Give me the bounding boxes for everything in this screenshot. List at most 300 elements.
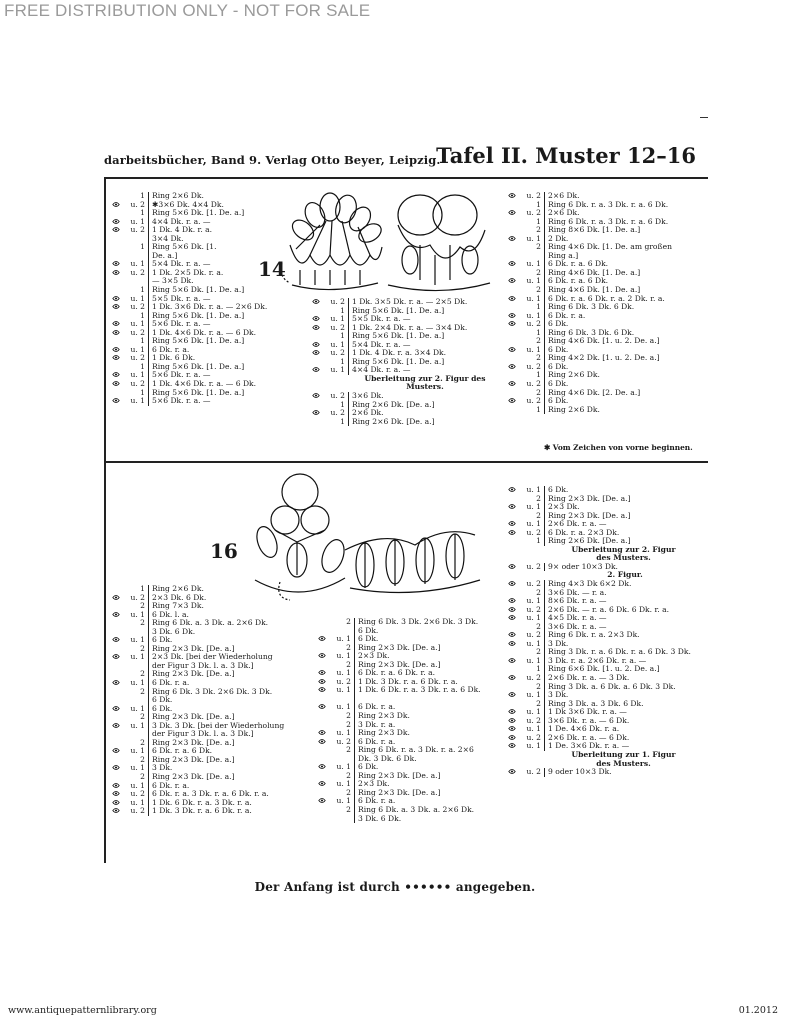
instruction-line: [312, 375, 502, 384]
shuttle-number: u. 1: [330, 314, 345, 324]
shuttle-number: 1: [340, 356, 345, 366]
shuttle-icon: [508, 312, 516, 319]
shuttle-number: 2: [536, 621, 541, 631]
shuttle-icon: [318, 763, 326, 770]
instruction-text: Ring 2×3 Dk. [De. a.]: [354, 644, 508, 653]
shuttle-icon: [508, 614, 516, 621]
instruction-text: 1 Dk. 4×6 Dk. r. a. — 6 Dk.: [148, 380, 302, 389]
instruction-text: 3×6 Dk. r. a. — 6 Dk.: [544, 717, 703, 726]
shuttle-number: u. 2: [130, 592, 145, 602]
instruction-text: 2×6 Dk.: [544, 209, 703, 218]
shuttle-number: 2: [346, 745, 351, 755]
shuttle-icon: [508, 397, 516, 404]
shuttle-icon: [112, 269, 120, 276]
shuttle-icon: [508, 486, 516, 493]
shuttle-icon: [508, 691, 516, 698]
instruction-text: 1 De. 3×6 Dk. r. a. —: [544, 742, 703, 751]
instruction-text: 4×4 Dk. r. a. —: [348, 366, 502, 375]
shuttle-number: 2: [346, 711, 351, 721]
instruction-text: Ring 2×6 Dk.: [544, 406, 703, 415]
instruction-text: 6 Dk.: [354, 763, 508, 772]
shuttle-marker: [112, 397, 148, 406]
shuttle-number: 2: [536, 225, 541, 235]
instruction-text: 5×6 Dk. r. a. —: [148, 397, 302, 406]
shuttle-number: 2: [536, 698, 541, 708]
instruction-line: [318, 686, 508, 695]
instruction-text: Ring 2×3 Dk. [De. a.]: [544, 512, 703, 521]
shuttle-number: u. 2: [526, 396, 541, 406]
instruction-text: 5×4 Dk. r. a. —: [148, 260, 302, 269]
shuttle-number: u. 2: [526, 767, 541, 777]
shuttle-icon: [112, 295, 120, 302]
shuttle-number: u. 1: [336, 796, 351, 806]
shuttle-icon: [112, 705, 120, 712]
instruction-line: [112, 397, 302, 406]
instruction-text: 2×3 Dk.: [544, 503, 703, 512]
instruction-text: 9× oder 10×3 Dk.: [544, 563, 703, 572]
shuttle-icon: [318, 635, 326, 642]
shuttle-number: 1: [536, 536, 541, 546]
instruction-text: 6 Dk.: [544, 486, 703, 495]
instruction-text: 3 Dk. 6 Dk.: [354, 815, 508, 824]
shuttle-number: u. 1: [130, 319, 145, 329]
instruction-text: Ring 5×6 Dk. [1. De. a.]: [348, 358, 502, 367]
shuttle-number: 2: [140, 669, 145, 679]
muster16-column-2: [318, 618, 508, 823]
shuttle-number: u. 1: [526, 613, 541, 623]
shuttle-number: u. 2: [526, 319, 541, 329]
instruction-text: 6 Dk. r. a.: [354, 738, 508, 747]
shuttle-number: u. 1: [336, 634, 351, 644]
shuttle-icon: [508, 503, 516, 510]
instruction-text: 3×6 Dk.: [348, 392, 502, 401]
shuttle-number: u. 1: [336, 762, 351, 772]
muster14-column-3: [508, 192, 703, 414]
shuttle-number: u. 1: [526, 276, 541, 286]
instruction-text: 6 Dk. r. a.: [354, 797, 508, 806]
shuttle-icon: [318, 678, 326, 685]
shuttle-marker: [112, 653, 148, 662]
instruction-text: Ring 2×3 Dk. [De. a.]: [148, 713, 322, 722]
shuttle-icon: [112, 397, 120, 404]
shuttle-number: 1: [140, 584, 145, 593]
shuttle-number: u. 2: [526, 208, 541, 218]
instruction-text: Ring 2×6 Dk. [De. a.]: [544, 537, 703, 546]
instruction-text: Ring 6 Dk. r. a. 3 Dk. r. a. 6 Dk.: [544, 218, 703, 227]
instruction-text: 1 Dk. 3 Dk. r. a. 6 Dk. r. a.: [148, 807, 322, 816]
instruction-text: 1 Dk. 6 Dk. r. a. 3 Dk. r. a. 6 Dk.: [354, 686, 508, 695]
shuttle-number: u. 1: [336, 702, 351, 712]
instruction-line: [318, 618, 508, 627]
shuttle-marker: [112, 226, 148, 235]
instruction-text: Ring 2×3 Dk. [De. a.]: [148, 756, 322, 765]
shuttle-number: u. 1: [526, 690, 541, 700]
shuttle-number: u. 1: [526, 596, 541, 606]
shuttle-number: u. 2: [130, 327, 145, 337]
instruction-text: Ring 6×6 Dk. [1. u. 2. De. a.]: [544, 665, 703, 674]
shuttle-icon: [318, 797, 326, 804]
instruction-text: Ring 2×3 Dk.: [354, 712, 508, 721]
instruction-text: 2×3 Dk.: [354, 652, 508, 661]
shuttle-number: u. 1: [336, 668, 351, 678]
shuttle-number: 1: [536, 664, 541, 674]
shuttle-number: 2: [346, 770, 351, 780]
shuttle-icon: [112, 594, 120, 601]
shuttle-number: u. 2: [336, 736, 351, 746]
shuttle-icon: [112, 782, 120, 789]
shuttle-icon: [508, 734, 516, 741]
shuttle-icon: [112, 380, 120, 387]
shuttle-marker: [318, 815, 354, 824]
instruction-text: 6 Dk. r. a. 2×3 Dk.: [544, 529, 703, 538]
instruction-text: Ring 6 Dk. a. 3 Dk. a. 2×6 Dk.: [354, 806, 508, 815]
instruction-line: [112, 688, 322, 697]
shuttle-number: 1: [536, 370, 541, 380]
shuttle-icon: [508, 380, 516, 387]
shuttle-number: u. 1: [526, 741, 541, 751]
shuttle-number: u. 2: [526, 630, 541, 640]
shuttle-icon: [508, 295, 516, 302]
instruction-text: 3 Dk. r. a. 2×6 Dk. r. a. —: [544, 657, 703, 666]
instruction-line: [508, 768, 703, 777]
instruction-text: Überleitung zur 2. Figur des: [364, 374, 486, 383]
shuttle-icon: [112, 226, 120, 233]
shuttle-icon: [508, 363, 516, 370]
instruction-line: [508, 406, 703, 415]
shuttle-icon: [318, 703, 326, 710]
instruction-line: [508, 537, 703, 546]
instruction-text: Ring 5×6 Dk. [1.: [148, 243, 302, 252]
instruction-text: Ring 4×6 Dk. [1. De. am großen: [544, 243, 703, 252]
shuttle-icon: [112, 320, 120, 327]
instruction-line: [312, 418, 502, 427]
shuttle-number: u. 1: [130, 344, 145, 354]
shuttle-icon: [112, 764, 120, 771]
shuttle-icon: [312, 392, 320, 399]
instruction-text: De. a.]: [148, 252, 302, 261]
instruction-text: 1 Dk. 6 Dk.: [148, 354, 302, 363]
instruction-text: 2×6 Dk. — r. a. 6 Dk. 6 Dk. r. a.: [544, 606, 703, 615]
shuttle-icon: [312, 298, 320, 305]
shuttle-icon: [318, 686, 326, 693]
shuttle-icon: [112, 679, 120, 686]
shuttle-number: 2: [346, 719, 351, 729]
muster14-column-1: [112, 192, 302, 406]
instruction-text: Ring a.]: [544, 252, 703, 261]
shuttle-number: 2: [140, 643, 145, 653]
instruction-text: 6 Dk.: [354, 627, 508, 636]
figure-16-label: 16: [210, 539, 238, 563]
shuttle-icon: [112, 653, 120, 660]
shuttle-icon: [508, 529, 516, 536]
shuttle-number: 2: [346, 787, 351, 797]
instruction-line: [112, 653, 322, 662]
shuttle-number: 2: [140, 618, 145, 628]
shuttle-number: u. 1: [526, 519, 541, 529]
shuttle-number: u. 1: [130, 797, 145, 807]
shuttle-icon: [508, 260, 516, 267]
instruction-line: [112, 226, 302, 235]
shuttle-icon: [318, 738, 326, 745]
instruction-text: [354, 695, 508, 704]
instruction-text: Ring 6 Dk. r. a. 2×3 Dk.: [544, 631, 703, 640]
plate-header: [104, 143, 704, 177]
instruction-line: [508, 243, 703, 252]
shuttle-number: u. 2: [130, 353, 145, 363]
shuttle-number: u. 1: [526, 233, 541, 243]
instruction-line: [312, 366, 502, 375]
shuttle-number: u. 1: [526, 485, 541, 494]
shuttle-number: u. 2: [526, 527, 541, 537]
shuttle-icon: [112, 636, 120, 643]
shuttle-marker: [508, 406, 544, 415]
shuttle-number: 1: [140, 285, 145, 295]
instruction-text: 6 Dk. r. a.: [354, 703, 508, 712]
shuttle-marker: [112, 688, 148, 697]
instruction-text: 6 Dk.: [544, 363, 703, 372]
shuttle-number: u. 2: [330, 322, 345, 332]
instruction-text: 3 Dk.: [544, 691, 703, 700]
shuttle-number: u. 1: [526, 724, 541, 734]
instruction-text: Ring 2×3 Dk. [De. a.]: [148, 670, 322, 679]
shuttle-icon: [508, 346, 516, 353]
shuttle-number: u. 2: [130, 379, 145, 389]
shuttle-icon: [312, 349, 320, 356]
shuttle-icon: [112, 303, 120, 310]
shuttle-marker: [312, 418, 348, 427]
shuttle-number: u. 1: [526, 293, 541, 303]
shuttle-icon: [508, 520, 516, 527]
shuttle-number: 2: [140, 737, 145, 747]
instruction-line: [508, 751, 703, 760]
instruction-text: Überleitung zur 1. Figur: [571, 750, 676, 759]
instruction-text: 6 Dk.: [354, 635, 508, 644]
instruction-text: Ring 2×3 Dk.: [354, 729, 508, 738]
instruction-text: Ring 4×6 Dk. [1. De. a.]: [544, 269, 703, 278]
shuttle-number: 2: [140, 686, 145, 696]
shuttle-icon: [318, 780, 326, 787]
instruction-text: 2×6 Dk. r. a. — 3 Dk.: [544, 674, 703, 683]
instruction-text: 1 De. 4×6 Dk. r. a.: [544, 725, 703, 734]
instruction-text: 1 Dk. 4×6 Dk. r. a. — 6 Dk.: [148, 329, 302, 338]
instruction-text: Ring 4×6 Dk. [2. De. a.]: [544, 389, 703, 398]
shuttle-number: u. 1: [526, 310, 541, 320]
shuttle-number: 1: [536, 327, 541, 337]
shuttle-number: u. 2: [130, 267, 145, 277]
instruction-text: 1 Dk. 3×5 Dk. r. a. — 2×5 Dk.: [348, 298, 502, 307]
publisher-line: darbeitsbücher, Band 9. Verlag Otto Beyer, Leipzig.: [104, 153, 441, 167]
shuttle-number: 2: [536, 681, 541, 691]
shuttle-number: u. 2: [130, 225, 145, 235]
shuttle-number: u. 1: [526, 344, 541, 354]
instruction-text: 1 Dk. 2×5 Dk. r. a.: [148, 269, 302, 278]
instruction-text: 1 Dk. 4 Dk. r. a. 3×4 Dk.: [348, 349, 502, 358]
muster14-column-2: [312, 298, 502, 426]
shuttle-number: 2: [536, 267, 541, 277]
distribution-notice: FREE DISTRIBUTION ONLY - NOT FOR SALE: [4, 1, 371, 20]
instruction-text: 3×6 Dk. — r. a.: [544, 589, 703, 598]
instruction-text: 3 Dk. r. a.: [354, 721, 508, 730]
instruction-text: 1 Dk. 6 Dk. r. a. 3 Dk. r. a.: [148, 799, 322, 808]
instruction-line: [508, 546, 703, 555]
instruction-text: 6 Dk.: [148, 696, 322, 705]
shuttle-number: u. 2: [330, 348, 345, 358]
instruction-text: 2. Figur.: [607, 571, 643, 580]
instruction-text: Ring 2×3 Dk. [De. a.]: [148, 645, 322, 654]
instruction-text: 5×5 Dk. r. a. —: [148, 295, 302, 304]
instruction-text: Ring 6 Dk. 3 Dk. 2×6 Dk. 3 Dk.: [148, 688, 322, 697]
shuttle-number: u. 2: [526, 361, 541, 371]
instruction-text: Ring 5×6 Dk. [1. De. a.]: [348, 332, 502, 341]
instruction-text: 3 Dk. 6 Dk.: [148, 628, 322, 637]
shuttle-icon: [508, 563, 516, 570]
instruction-text: 3 Dk. 3 Dk. [bei der Wiederholung: [148, 722, 322, 731]
instruction-text: Ring 8×6 Dk. [1. De. a.]: [544, 226, 703, 235]
shuttle-marker: [508, 742, 544, 751]
shuttle-icon: [312, 324, 320, 331]
instruction-text: 4×5 Dk. r. a. —: [544, 614, 703, 623]
shuttle-marker: [112, 807, 148, 816]
shuttle-number: 1: [140, 336, 145, 346]
instruction-text: 6 Dk. r. a. 3 Dk. r. a. 6 Dk. r. a.: [148, 790, 322, 799]
top-rule: [104, 177, 708, 179]
muster14-note: ✱ Vom Zeichen von vorne beginnen.: [544, 443, 693, 452]
instruction-text: Ring 4×6 Dk. [1. u. 2. De. a.]: [544, 337, 703, 346]
instruction-text: Ring 6 Dk. r. a. 3 Dk. r. a. 2×6: [354, 746, 508, 755]
shuttle-number: u. 1: [130, 259, 145, 269]
instruction-text: 3 Dk.: [148, 764, 322, 773]
shuttle-icon: [508, 597, 516, 604]
instruction-text: Ring 5×6 Dk. [1. De. a.]: [148, 363, 302, 372]
shuttle-number: 2: [140, 601, 145, 611]
instruction-text: 6 Dk.: [148, 705, 322, 714]
shuttle-number: 1: [140, 387, 145, 397]
shuttle-number: u. 1: [336, 651, 351, 661]
instruction-text: der Figur 3 Dk. l. a. 3 Dk.]: [148, 730, 322, 739]
shuttle-icon: [508, 277, 516, 284]
instruction-text: 6 Dk.: [544, 380, 703, 389]
muster16-column-right: [508, 486, 703, 777]
shuttle-icon: [112, 260, 120, 267]
shuttle-marker: [318, 806, 354, 815]
instruction-text: 1 Dk. 3 Dk. r. a. 6 Dk. r. a.: [354, 678, 508, 687]
shuttle-number: u. 2: [130, 302, 145, 312]
shuttle-icon: [508, 674, 516, 681]
shuttle-number: u. 1: [330, 365, 345, 375]
shuttle-number: 2: [346, 617, 351, 626]
instruction-text: Ring 2×3 Dk. [De. a.]: [354, 789, 508, 798]
instruction-text: des Musters.: [596, 759, 651, 768]
instruction-text: Ring 6 Dk. 3 Dk. 2×6 Dk. 3 Dk.: [354, 618, 508, 627]
left-frame-rule: [104, 177, 106, 863]
shuttle-icon: [318, 652, 326, 659]
shuttle-icon: [318, 669, 326, 676]
shuttle-number: u. 1: [526, 707, 541, 717]
footer-url: www.antiquepatternlibrary.org: [8, 1005, 157, 1016]
instruction-text: der Figur 3 Dk. l. a. 3 Dk.]: [148, 662, 322, 671]
instruction-line: [318, 746, 508, 755]
shuttle-number: 2: [536, 387, 541, 397]
instruction-text: Ring 4×3 Dk 6×2 Dk.: [544, 580, 703, 589]
figure-14-label: 14: [258, 257, 286, 281]
shuttle-number: 1: [140, 208, 145, 218]
instruction-text: 6 Dk. r. a.: [148, 679, 322, 688]
instruction-text: Ring 5×6 Dk. [1. De. a.]: [148, 337, 302, 346]
shuttle-number: 1: [536, 216, 541, 226]
instruction-text: Ring 2×6 Dk.: [148, 192, 302, 201]
shuttle-marker: [508, 243, 544, 252]
shuttle-number: u. 2: [526, 579, 541, 589]
shuttle-number: u. 1: [130, 678, 145, 688]
instruction-text: 6 Dk. r. a. 6 Dk.: [544, 260, 703, 269]
instruction-text: 5×5 Dk. r. a. —: [348, 315, 502, 324]
instruction-text: — 3×5 Dk.: [148, 277, 302, 286]
instruction-text: Ring 5×6 Dk. [1. De. a.]: [148, 389, 302, 398]
shuttle-icon: [508, 742, 516, 749]
instruction-line: [318, 806, 508, 815]
shuttle-number: 2: [346, 642, 351, 652]
instruction-text: Ring 2×6 Dk.: [148, 585, 322, 594]
shuttle-icon: [112, 218, 120, 225]
instruction-text: Ring 3 Dk. r. a. 6 Dk. r. a. 6 Dk. 3 Dk.: [544, 648, 703, 657]
shuttle-number: u. 1: [330, 339, 345, 349]
instruction-text: des Musters.: [596, 554, 651, 563]
instruction-line: [112, 722, 322, 731]
shuttle-number: u. 1: [336, 685, 351, 695]
shuttle-number: 2: [536, 242, 541, 252]
shuttle-number: u. 1: [130, 763, 145, 773]
instruction-text: 6 Dk.: [544, 320, 703, 329]
shuttle-number: 1: [140, 191, 145, 200]
shuttle-icon: [312, 409, 320, 416]
shuttle-number: 1: [140, 361, 145, 371]
instruction-text: Musters.: [406, 383, 444, 392]
instruction-text: 9 oder 10×3 Dk.: [544, 768, 703, 777]
shuttle-number: u. 2: [526, 673, 541, 683]
shuttle-number: u. 1: [526, 259, 541, 269]
shuttle-number: 2: [536, 587, 541, 597]
instruction-text: Ring 5×6 Dk. [1. De. a.]: [148, 312, 302, 321]
shuttle-icon: [112, 722, 120, 729]
shuttle-number: u. 2: [526, 379, 541, 389]
shuttle-icon: [508, 640, 516, 647]
shuttle-number: u. 2: [526, 715, 541, 725]
instruction-text: Ring 6 Dk. r. a. 3 Dk. r. a. 6 Dk.: [544, 201, 703, 210]
instruction-text: 6 Dk. r. a. 6 Dk. r. a. 2 Dk. r. a.: [544, 295, 703, 304]
plate-title: Tafel II. Muster 12–16: [436, 143, 696, 168]
shuttle-number: 2: [346, 805, 351, 815]
instruction-line: [508, 563, 703, 572]
shuttle-icon: [508, 606, 516, 613]
shuttle-icon: [508, 580, 516, 587]
shuttle-marker: [318, 746, 354, 755]
shuttle-icon: [508, 708, 516, 715]
instruction-text: 6 Dk. r. a.: [148, 782, 322, 791]
shuttle-icon: [508, 209, 516, 216]
shuttle-number: 1: [536, 199, 541, 209]
instruction-text: 4×4 Dk. r. a. —: [148, 218, 302, 227]
instruction-text: Ring 3 Dk. a. 3 Dk. 6 Dk.: [544, 700, 703, 709]
instruction-text: 8×6 Dk. r. a. —: [544, 597, 703, 606]
instruction-text: 5×6 Dk. r. a. —: [148, 371, 302, 380]
shuttle-number: u. 2: [130, 806, 145, 816]
instruction-line: [112, 243, 302, 252]
instruction-text: Ring 7×3 Dk.: [148, 602, 322, 611]
instruction-text: 2 Dk.: [544, 235, 703, 244]
instruction-line: [112, 269, 302, 278]
shuttle-icon: [508, 657, 516, 664]
shuttle-number: u. 1: [130, 396, 145, 406]
